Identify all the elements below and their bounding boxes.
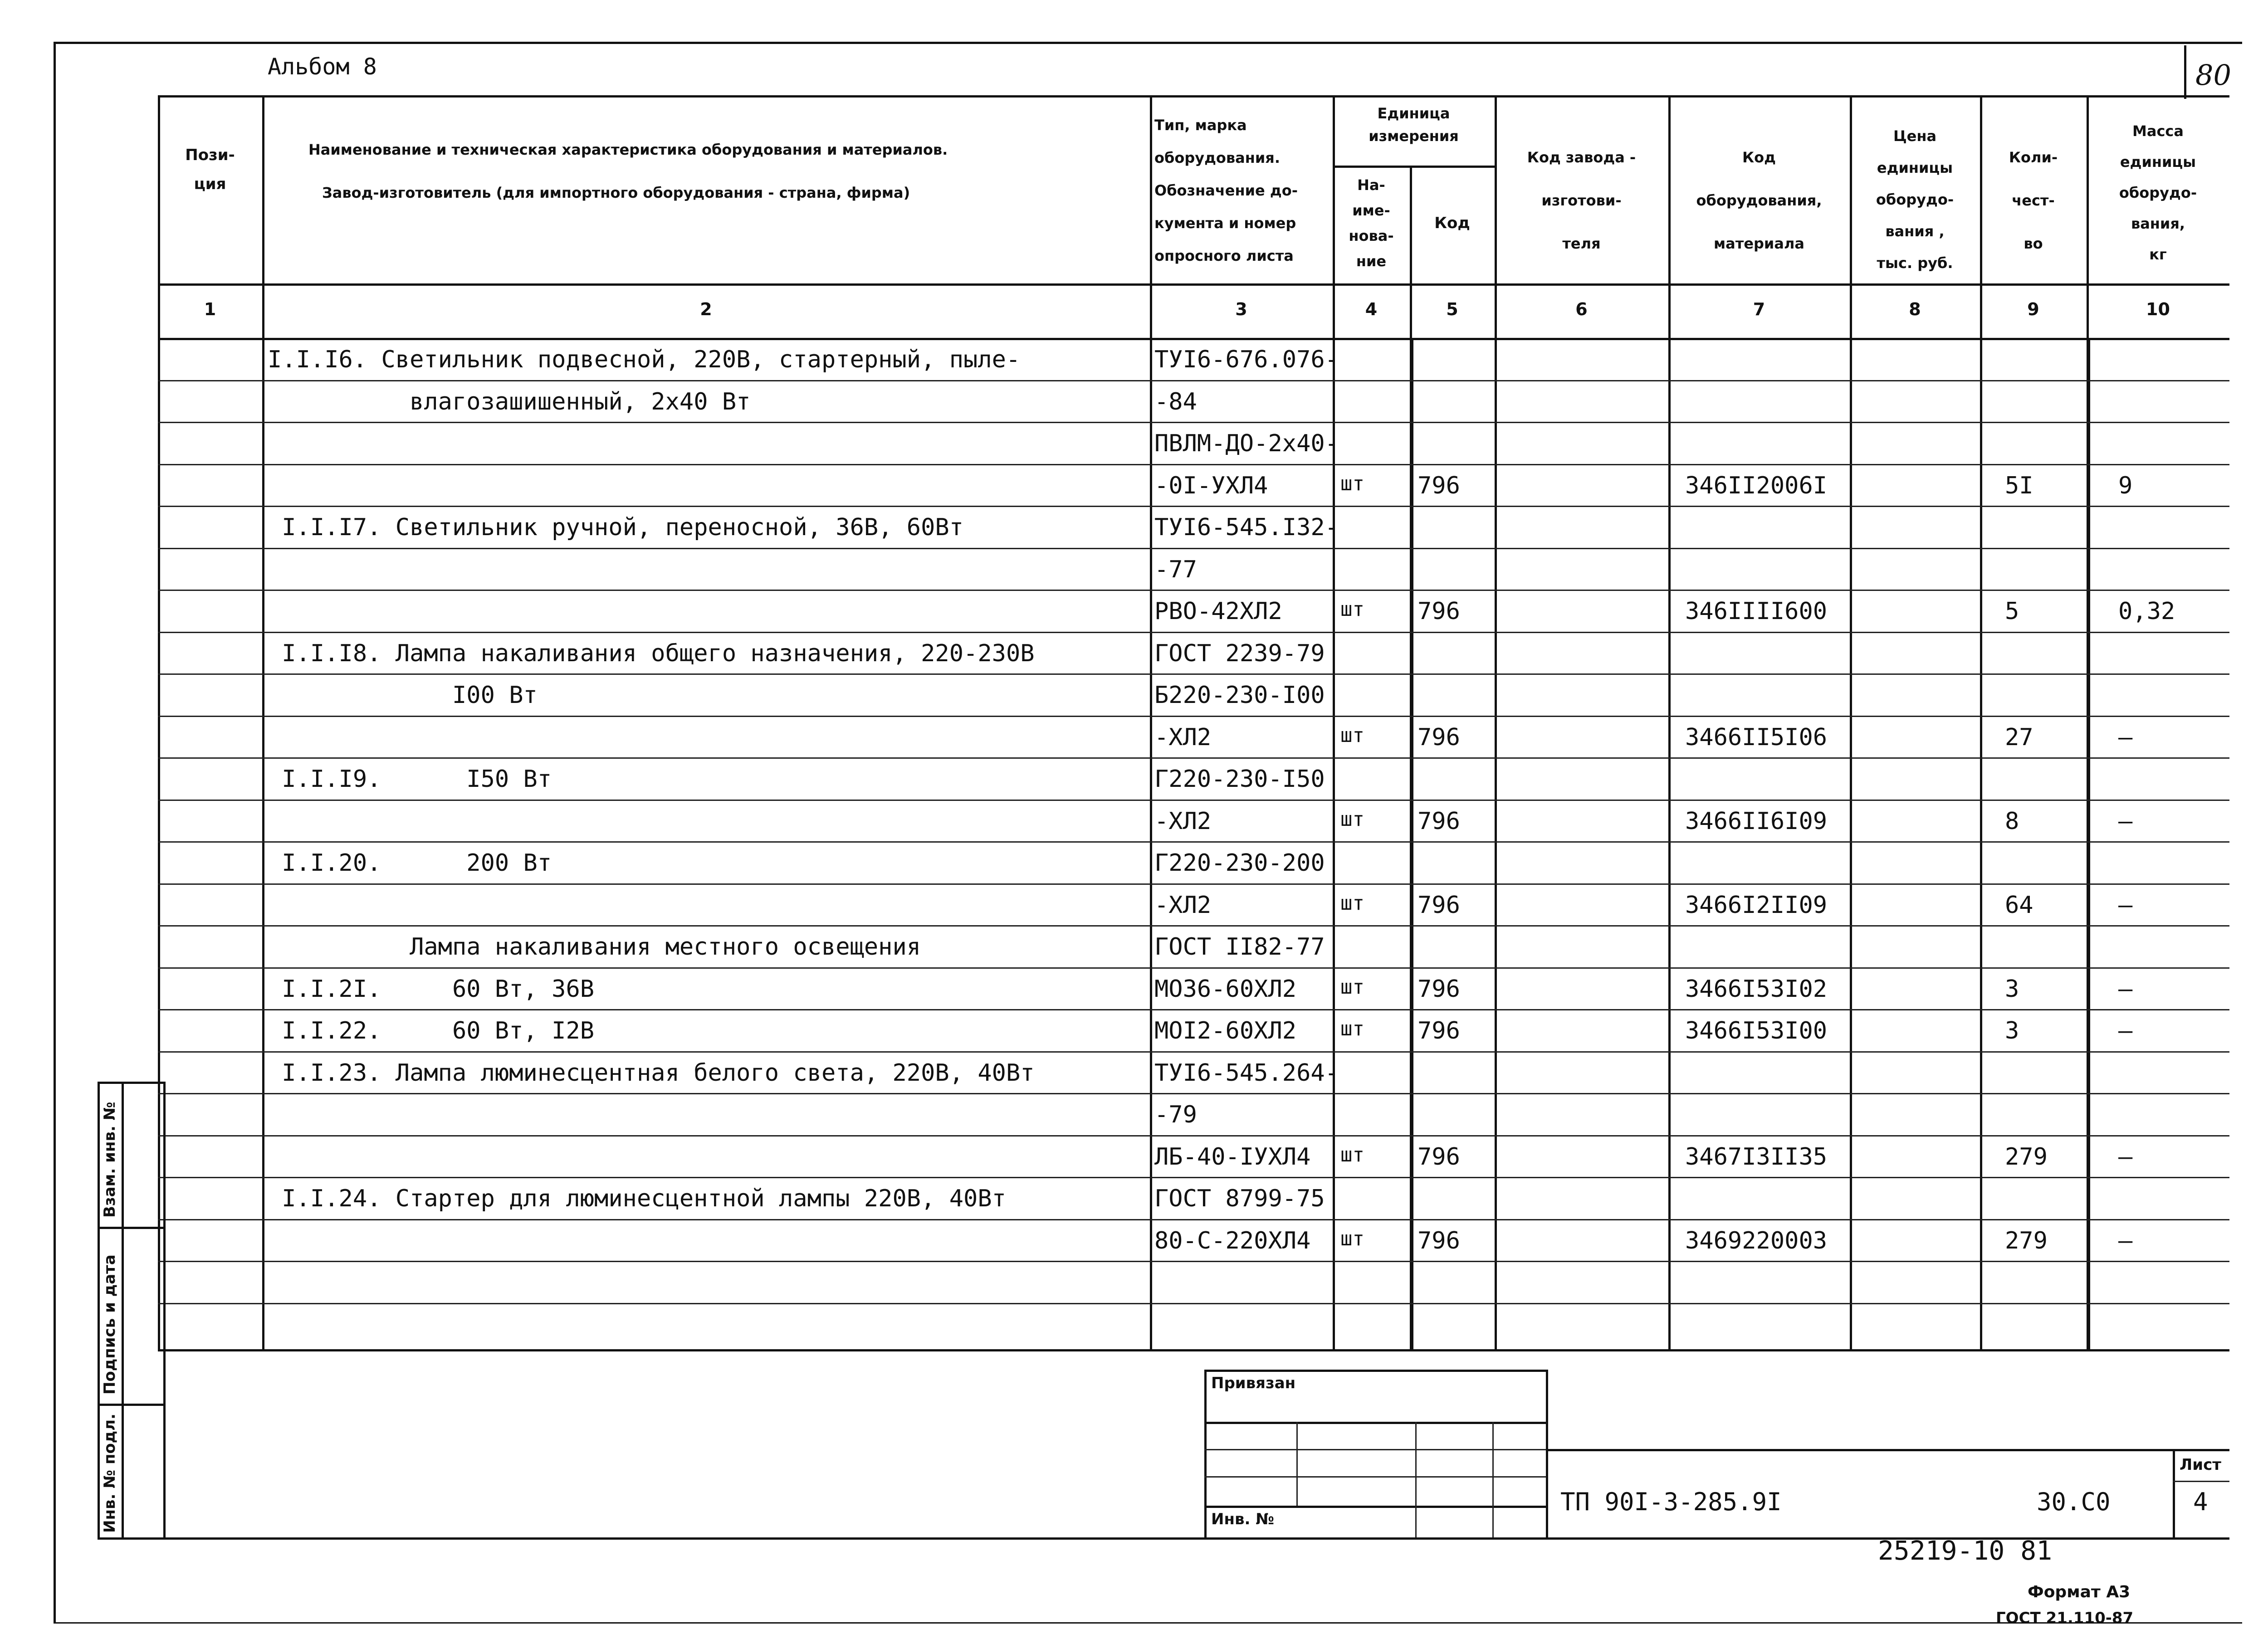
cell-qty: 64 — [2005, 891, 2033, 919]
cell-name: I.I.22. 60 Вт, I2В — [268, 1017, 595, 1044]
cell-eq: 3466II5I06 — [1685, 723, 1828, 751]
cell-type: ТУI6-545.264- — [1154, 1059, 1339, 1087]
cell-type: -84 — [1154, 388, 1197, 415]
cell-name: I.I.23. Лампа люминесцентная белого света, 220В, 40Вт — [268, 1059, 1035, 1087]
document-code: ТП 90I-3-285.9I — [1560, 1488, 1782, 1516]
cell-type: -77 — [1154, 556, 1197, 583]
album-label: Альбом 8 — [268, 54, 377, 80]
cell-type: ЛБ-40-IУХЛ4 — [1154, 1143, 1311, 1171]
col9-header: Коли- чест- во — [2009, 149, 2058, 252]
colnum-8: 8 — [1909, 299, 1921, 319]
cell-code: 796 — [1418, 891, 1460, 919]
cell-unit: шт — [1340, 807, 1364, 831]
side-label-original-inv: Инв. № подл. — [101, 1413, 119, 1533]
cell-type: ГОСТ 8799-75 — [1154, 1185, 1325, 1212]
cell-type: 80-С-220ХЛ4 — [1154, 1227, 1311, 1254]
cell-code: 796 — [1418, 1143, 1460, 1171]
colnum-2: 2 — [700, 299, 712, 319]
cell-qty: 3 — [2005, 975, 2019, 1003]
cell-type: МОI2-60ХЛ2 — [1154, 1017, 1297, 1044]
cell-type: РВО-42ХЛ2 — [1154, 598, 1282, 625]
colnum-9: 9 — [2027, 299, 2039, 319]
cell-code: 796 — [1418, 807, 1460, 835]
col7-header: Код оборудования, материала — [1696, 149, 1822, 252]
cell-type: МО36-60ХЛ2 — [1154, 975, 1297, 1003]
col6-header: Код завода - изготови- теля — [1527, 149, 1636, 252]
cell-unit: шт — [1340, 598, 1364, 621]
cell-mass: – — [2118, 807, 2133, 835]
cell-code: 796 — [1418, 723, 1460, 751]
side-label-replaced-inv: Взам. инв. № — [101, 1102, 119, 1218]
cell-unit: шт — [1340, 1017, 1364, 1040]
cell-type: ТУI6-545.I32- — [1154, 514, 1339, 541]
cell-qty: 5 — [2005, 598, 2019, 625]
col4-header: На- име- нова- ние — [1349, 176, 1394, 270]
colnum-3: 3 — [1235, 299, 1247, 319]
sheet-label: Лист — [2180, 1456, 2221, 1474]
cell-eq: 3466I2II09 — [1685, 891, 1828, 919]
colnum-1: 1 — [204, 299, 216, 319]
cell-mass: – — [2118, 1017, 2133, 1044]
cell-unit: шт — [1340, 975, 1364, 999]
col3-header: Тип, марка оборудования. Обозначение до- кумента и номер опросного листа — [1154, 117, 1298, 264]
stamp-number: 25219-10 81 — [1878, 1535, 2053, 1566]
format-label: Формат А3 — [2028, 1583, 2131, 1601]
unit-header: Единица измерения — [1369, 105, 1459, 145]
cell-eq: 3466II6I09 — [1685, 807, 1828, 835]
corner-sheet-number: 80 — [2195, 59, 2231, 92]
cell-code: 796 — [1418, 472, 1460, 499]
cell-eq: 3466I53I00 — [1685, 1017, 1828, 1044]
cell-type: -ХЛ2 — [1154, 723, 1212, 751]
cell-name: Лампа накаливания местного освещения — [268, 933, 921, 961]
cell-unit: шт — [1340, 723, 1364, 747]
cell-type: ТУI6-676.076- — [1154, 346, 1339, 373]
cell-name: I.I.24. Стартер для люминесцентной лампы 220В, 40Вт — [268, 1185, 1006, 1212]
sheet-value: 4 — [2193, 1488, 2208, 1516]
cell-type: Г220-230-200 — [1154, 849, 1325, 877]
cell-name: I.I.I6. Светильник подвесной, 220В, стартерный, пыле- — [268, 346, 1021, 373]
cell-qty: 279 — [2005, 1227, 2048, 1254]
cell-name: I.I.I7. Светильник ручной, переносной, 36В, 60Вт — [268, 514, 964, 541]
cell-name: I.I.I8. Лампа накаливания общего назначения, 220-230В — [268, 639, 1035, 667]
cell-qty: 279 — [2005, 1143, 2048, 1171]
col5-header: Код — [1434, 214, 1470, 232]
cell-name: I.I.I9. I50 Вт — [268, 766, 552, 793]
cell-type: ПВЛМ-ДО-2х40- — [1154, 430, 1339, 457]
cell-code: 796 — [1418, 1017, 1460, 1044]
cell-mass: 9 — [2118, 472, 2133, 499]
colnum-7: 7 — [1753, 299, 1765, 319]
cell-type: Б220-230-I00 — [1154, 682, 1325, 709]
cell-eq: 3469220003 — [1685, 1227, 1828, 1254]
cell-mass: – — [2118, 891, 2133, 919]
cell-unit: шт — [1340, 891, 1364, 915]
cell-unit: шт — [1340, 1143, 1364, 1166]
cell-mass: 0,32 — [2118, 598, 2175, 625]
cell-qty: 27 — [2005, 723, 2033, 751]
colnum-5: 5 — [1446, 299, 1458, 319]
cell-mass: – — [2118, 975, 2133, 1003]
col8-header: Цена единицы оборудо- вания , тыс. руб. — [1876, 127, 1954, 272]
cell-type: -0I-УХЛ4 — [1154, 472, 1268, 499]
gost-label: ГОСТ 21.110-87 — [1996, 1609, 2134, 1627]
inv-label: Инв. № — [1211, 1510, 1275, 1528]
col2-header: Наименование и техническая характеристика оборудования и материалов. Завод-изготовитель (для импортного оборудования - страна, фирма) — [308, 141, 948, 201]
cell-qty: 5I — [2005, 472, 2033, 499]
col1-header: Пози- ция — [185, 146, 235, 193]
cell-type: ГОСТ 2239-79 — [1154, 639, 1325, 667]
cell-eq: 346IIII600 — [1685, 598, 1828, 625]
col10-header: Масса единицы оборудо- вания, кг — [2119, 122, 2197, 263]
cell-code: 796 — [1418, 598, 1460, 625]
cell-name: I00 Вт — [268, 682, 538, 709]
cell-unit: шт — [1340, 472, 1364, 495]
cell-eq: 3467I3II35 — [1685, 1143, 1828, 1171]
cell-code: 796 — [1418, 1227, 1460, 1254]
cell-code: 796 — [1418, 975, 1460, 1003]
section-code: 30.С0 — [2037, 1488, 2111, 1516]
cell-type: ГОСТ II82-77 — [1154, 933, 1325, 961]
cell-type: -79 — [1154, 1101, 1197, 1128]
cell-name: влагозашишенный, 2х40 Вт — [268, 388, 751, 415]
colnum-6: 6 — [1575, 299, 1588, 319]
cell-qty: 8 — [2005, 807, 2019, 835]
cell-name: I.I.2I. 60 Вт, 36В — [268, 975, 595, 1003]
cell-type: -ХЛ2 — [1154, 807, 1212, 835]
side-label-signature-date: Подпись и дата — [101, 1254, 119, 1395]
cell-mass: – — [2118, 1143, 2133, 1171]
cell-mass: – — [2118, 723, 2133, 751]
cell-qty: 3 — [2005, 1017, 2019, 1044]
bound-label: Привязан — [1211, 1374, 1296, 1392]
corner-box-line — [2184, 45, 2186, 99]
cell-eq: 346II2006I — [1685, 472, 1828, 499]
colnum-4: 4 — [1365, 299, 1378, 319]
cell-unit: шт — [1340, 1227, 1364, 1250]
cell-type: Г220-230-I50 — [1154, 766, 1325, 793]
cell-name: I.I.20. 200 Вт — [268, 849, 552, 877]
colnum-10: 10 — [2146, 299, 2170, 319]
cell-eq: 3466I53I02 — [1685, 975, 1828, 1003]
sheet-frame — [54, 42, 2242, 1624]
cell-mass: – — [2118, 1227, 2133, 1254]
cell-type: -ХЛ2 — [1154, 891, 1212, 919]
